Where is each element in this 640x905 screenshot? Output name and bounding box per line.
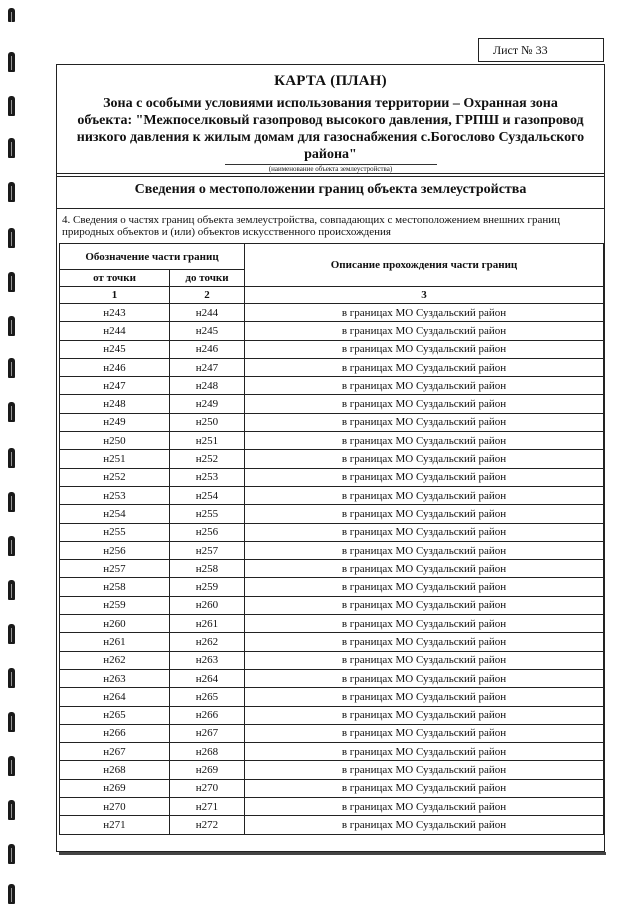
to-point-cell: н272	[170, 816, 245, 834]
to-point-cell: н261	[170, 615, 245, 633]
from-point-cell: н248	[60, 395, 170, 413]
to-point-cell: н246	[170, 340, 245, 358]
description-cell: в границах МО Суздальский район	[245, 743, 604, 761]
description-cell: в границах МО Суздальский район	[245, 651, 604, 669]
binding-ring	[8, 8, 15, 22]
from-point-header: от точки	[60, 270, 170, 287]
description-cell: в границах МО Суздальский район	[245, 486, 604, 504]
table-row	[60, 358, 604, 376]
section-title: Сведения о местоположении границ объекта землеустройства	[134, 182, 527, 197]
table-row	[60, 486, 604, 504]
table-row	[60, 743, 604, 761]
from-point-cell: н265	[60, 706, 170, 724]
from-point-cell: н262	[60, 651, 170, 669]
table-row	[60, 779, 604, 797]
from-point-cell: н256	[60, 541, 170, 559]
description-cell: в границах МО Суздальский район	[245, 596, 604, 614]
table-row	[60, 761, 604, 779]
table-row	[60, 541, 604, 559]
from-point-cell: н268	[60, 761, 170, 779]
to-point-cell: н244	[170, 304, 245, 322]
from-point-cell: н253	[60, 486, 170, 504]
from-point-cell: н259	[60, 596, 170, 614]
description-cell: в границах МО Суздальский район	[245, 541, 604, 559]
from-point-cell: н264	[60, 688, 170, 706]
to-point-cell: н264	[170, 669, 245, 687]
group-header: Обозначение части границ	[60, 244, 245, 270]
to-point-cell: н249	[170, 395, 245, 413]
column-number: 2	[170, 287, 245, 304]
description-cell: в границах МО Суздальский район	[245, 798, 604, 816]
from-point-cell: н249	[60, 413, 170, 431]
divider	[57, 176, 604, 177]
from-point-cell: н247	[60, 377, 170, 395]
to-point-cell: н267	[170, 724, 245, 742]
to-point-cell: н254	[170, 486, 245, 504]
description-cell: в границах МО Суздальский район	[245, 450, 604, 468]
description-cell: в границах МО Суздальский район	[245, 304, 604, 322]
binding-ring	[8, 492, 15, 512]
description-cell: в границах МО Суздальский район	[245, 816, 604, 834]
binding-ring	[8, 272, 15, 292]
to-point-cell: н256	[170, 523, 245, 541]
object-name: Зона с особыми условиями использования территории – Охранная зона объекта: "Межпоселковый газопровод высокого давления, ГРПШ и газопровод низкого давления к жилым домам для газоснабжения с.Богослово Суздальского района"	[76, 96, 585, 162]
binding-rings	[6, 0, 22, 905]
binding-ring	[8, 402, 15, 422]
binding-ring	[8, 316, 15, 336]
table-row	[60, 596, 604, 614]
from-point-cell: н270	[60, 798, 170, 816]
to-point-cell: н251	[170, 432, 245, 450]
column-number: 3	[245, 287, 604, 304]
to-point-cell: н258	[170, 560, 245, 578]
from-point-cell: н267	[60, 743, 170, 761]
to-point-cell: н259	[170, 578, 245, 596]
to-point-cell: н260	[170, 596, 245, 614]
table-row	[60, 560, 604, 578]
binding-ring	[8, 358, 15, 378]
to-point-header: до точки	[170, 270, 245, 287]
divider	[57, 208, 604, 209]
from-point-cell: н266	[60, 724, 170, 742]
binding-ring	[8, 228, 15, 248]
to-point-cell: н255	[170, 505, 245, 523]
from-point-cell: н257	[60, 560, 170, 578]
binding-ring	[8, 138, 15, 158]
binding-ring	[8, 756, 15, 776]
to-point-cell: н247	[170, 358, 245, 376]
binding-ring	[8, 668, 15, 688]
from-point-cell: н269	[60, 779, 170, 797]
description-cell: в границах МО Суздальский район	[245, 669, 604, 687]
description-cell: в границах МО Суздальский район	[245, 505, 604, 523]
from-point-cell: н271	[60, 816, 170, 834]
from-point-cell: н261	[60, 633, 170, 651]
table-row	[60, 340, 604, 358]
description-cell: в границах МО Суздальский район	[245, 615, 604, 633]
description-cell: в границах МО Суздальский район	[245, 358, 604, 376]
to-point-cell: н265	[170, 688, 245, 706]
description-cell: в границах МО Суздальский район	[245, 377, 604, 395]
to-point-cell: н257	[170, 541, 245, 559]
table-row	[60, 724, 604, 742]
description-cell: в границах МО Суздальский район	[245, 523, 604, 541]
description-cell: в границах МО Суздальский район	[245, 633, 604, 651]
description-cell: в границах МО Суздальский район	[245, 761, 604, 779]
from-point-cell: н255	[60, 523, 170, 541]
table-row	[60, 395, 604, 413]
to-point-cell: н253	[170, 468, 245, 486]
binding-ring	[8, 800, 15, 820]
document-frame	[56, 64, 605, 852]
table-row	[60, 377, 604, 395]
table-row	[60, 468, 604, 486]
to-point-cell: н271	[170, 798, 245, 816]
binding-ring	[8, 52, 15, 72]
table-row	[60, 669, 604, 687]
table-row	[60, 798, 604, 816]
to-point-cell: н248	[170, 377, 245, 395]
binding-ring	[8, 844, 15, 864]
description-cell: в границах МО Суздальский район	[245, 779, 604, 797]
binding-ring	[8, 580, 15, 600]
to-point-cell: н268	[170, 743, 245, 761]
divider	[57, 173, 604, 174]
table-row	[60, 688, 604, 706]
document-title: КАРТА (ПЛАН)	[274, 73, 387, 89]
description-cell: в границах МО Суздальский район	[245, 395, 604, 413]
table-row	[60, 651, 604, 669]
from-point-cell: н254	[60, 505, 170, 523]
from-point-cell: н246	[60, 358, 170, 376]
table-row	[60, 578, 604, 596]
object-name-caption: (наименование объекта землеустройства)	[268, 165, 393, 173]
sheet-number: Лист № 33	[493, 43, 548, 57]
description-cell: в границах МО Суздальский район	[245, 468, 604, 486]
sheet-number-box	[478, 38, 604, 62]
from-point-cell: н258	[60, 578, 170, 596]
binding-ring	[8, 536, 15, 556]
description-header: Описание прохождения части границ	[245, 244, 604, 287]
section-note: 4. Сведения о частях границ объекта землеустройства, совпадающих с местоположением внешних границ природных объектов и (или) объектов искусственного происхождения	[62, 214, 560, 238]
table-row	[60, 304, 604, 322]
from-point-cell: н252	[60, 468, 170, 486]
to-point-cell: н250	[170, 413, 245, 431]
binding-ring	[8, 624, 15, 644]
binding-ring	[8, 448, 15, 468]
to-point-cell: н270	[170, 779, 245, 797]
column-number: 1	[60, 287, 170, 304]
table-row	[60, 450, 604, 468]
from-point-cell: н245	[60, 340, 170, 358]
table-row	[60, 615, 604, 633]
from-point-cell: н244	[60, 322, 170, 340]
from-point-cell: н243	[60, 304, 170, 322]
binding-ring	[8, 884, 15, 904]
from-point-cell: н251	[60, 450, 170, 468]
from-point-cell: н250	[60, 432, 170, 450]
table-row	[60, 706, 604, 724]
description-cell: в границах МО Суздальский район	[245, 432, 604, 450]
table-row	[60, 505, 604, 523]
to-point-cell: н263	[170, 651, 245, 669]
description-cell: в границах МО Суздальский район	[245, 413, 604, 431]
from-point-cell: н260	[60, 615, 170, 633]
table-row	[60, 413, 604, 431]
binding-ring	[8, 182, 15, 202]
description-cell: в границах МО Суздальский район	[245, 724, 604, 742]
description-cell: в границах МО Суздальский район	[245, 688, 604, 706]
frame-shadow	[59, 852, 606, 855]
to-point-cell: н252	[170, 450, 245, 468]
table-row	[60, 633, 604, 651]
table-row	[60, 432, 604, 450]
boundary-table	[59, 243, 604, 835]
table-row	[60, 816, 604, 834]
description-cell: в границах МО Суздальский район	[245, 578, 604, 596]
description-cell: в границах МО Суздальский район	[245, 340, 604, 358]
binding-ring	[8, 96, 15, 116]
from-point-cell: н263	[60, 669, 170, 687]
table-row	[60, 322, 604, 340]
description-cell: в границах МО Суздальский район	[245, 322, 604, 340]
to-point-cell: н262	[170, 633, 245, 651]
to-point-cell: н245	[170, 322, 245, 340]
table-row	[60, 523, 604, 541]
binding-ring	[8, 712, 15, 732]
description-cell: в границах МО Суздальский район	[245, 560, 604, 578]
to-point-cell: н269	[170, 761, 245, 779]
description-cell: в границах МО Суздальский район	[245, 706, 604, 724]
to-point-cell: н266	[170, 706, 245, 724]
